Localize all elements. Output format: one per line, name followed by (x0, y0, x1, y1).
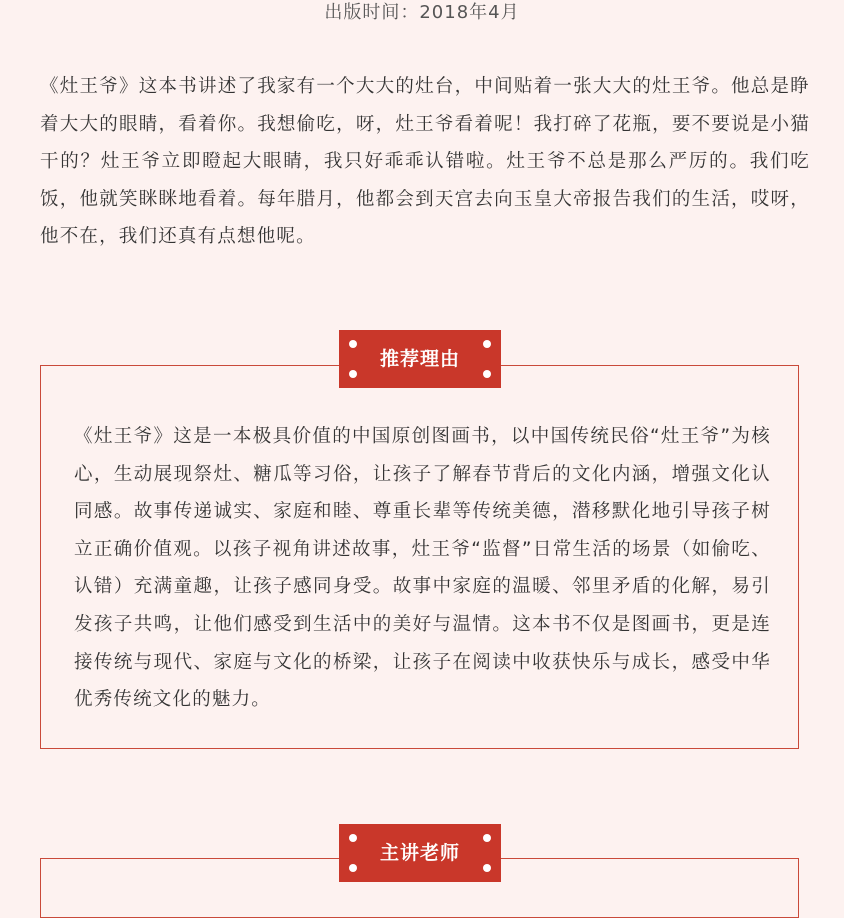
recommend-reason-title: 推荐理由 (379, 348, 460, 370)
teacher-badge (339, 824, 501, 882)
recommend-reason-box (40, 365, 799, 749)
recommend-reason-text: 《灶王爷》这是一本极具价值的中国原创图画书，以中国传统民俗“灶王爷”为核心，生动展现祭灶、糖瓜等习俗，让孩子了解春节背后的文化内涵，增强文化认同感。故事传递诚实、家庭和睦、尊重长辈等传统美德，潜移默化地引导孩子树立正确价值观。以孩子视角讲述故事，灶王爷“监督”日常生活的场景（如偷吃、认错）充满童趣，让孩子感同身受。故事中家庭的温暖、邻里矛盾的化解，易引发孩子共鸣，让他们感受到生活中的美好与温情。这本书不仅是图画书，更是连接传统与现代、家庭与文化的桥梁，让孩子在阅读中收获快乐与成长，感受中华优秀传统文化的魅力。 (74, 426, 771, 711)
book-introduction: 《灶王爷》这本书讲述了我家有一个大大的灶台，中间贴着一张大大的灶王爷。他总是睁着大大的眼睛，看着你。我想偷吃，呀，灶王爷看着呢！我打碎了花瓶，要不要说是小猫干的？灶王爷立即瞪起大眼睛，我只好乖乖认错啦。灶王爷不总是那么严厉的。我们吃饭，他就笑眯眯地看着。每年腊月，他都会到天宫去向玉皇大帝报告我们的生活，哎呀，他不在，我们还真有点想他呢。 (40, 76, 810, 248)
badge-dot-icon (483, 340, 491, 348)
publication-date: 出版时间：2018年4月 (324, 2, 520, 23)
teacher-title: 主讲老师 (379, 842, 460, 864)
badge-dot-icon (349, 834, 357, 842)
badge-dot-icon (349, 370, 357, 378)
recommend-reason-badge (339, 330, 501, 388)
badge-dot-icon (483, 370, 491, 378)
badge-dot-icon (483, 864, 491, 872)
badge-dot-icon (349, 864, 357, 872)
badge-dot-icon (483, 834, 491, 842)
badge-dot-icon (349, 340, 357, 348)
